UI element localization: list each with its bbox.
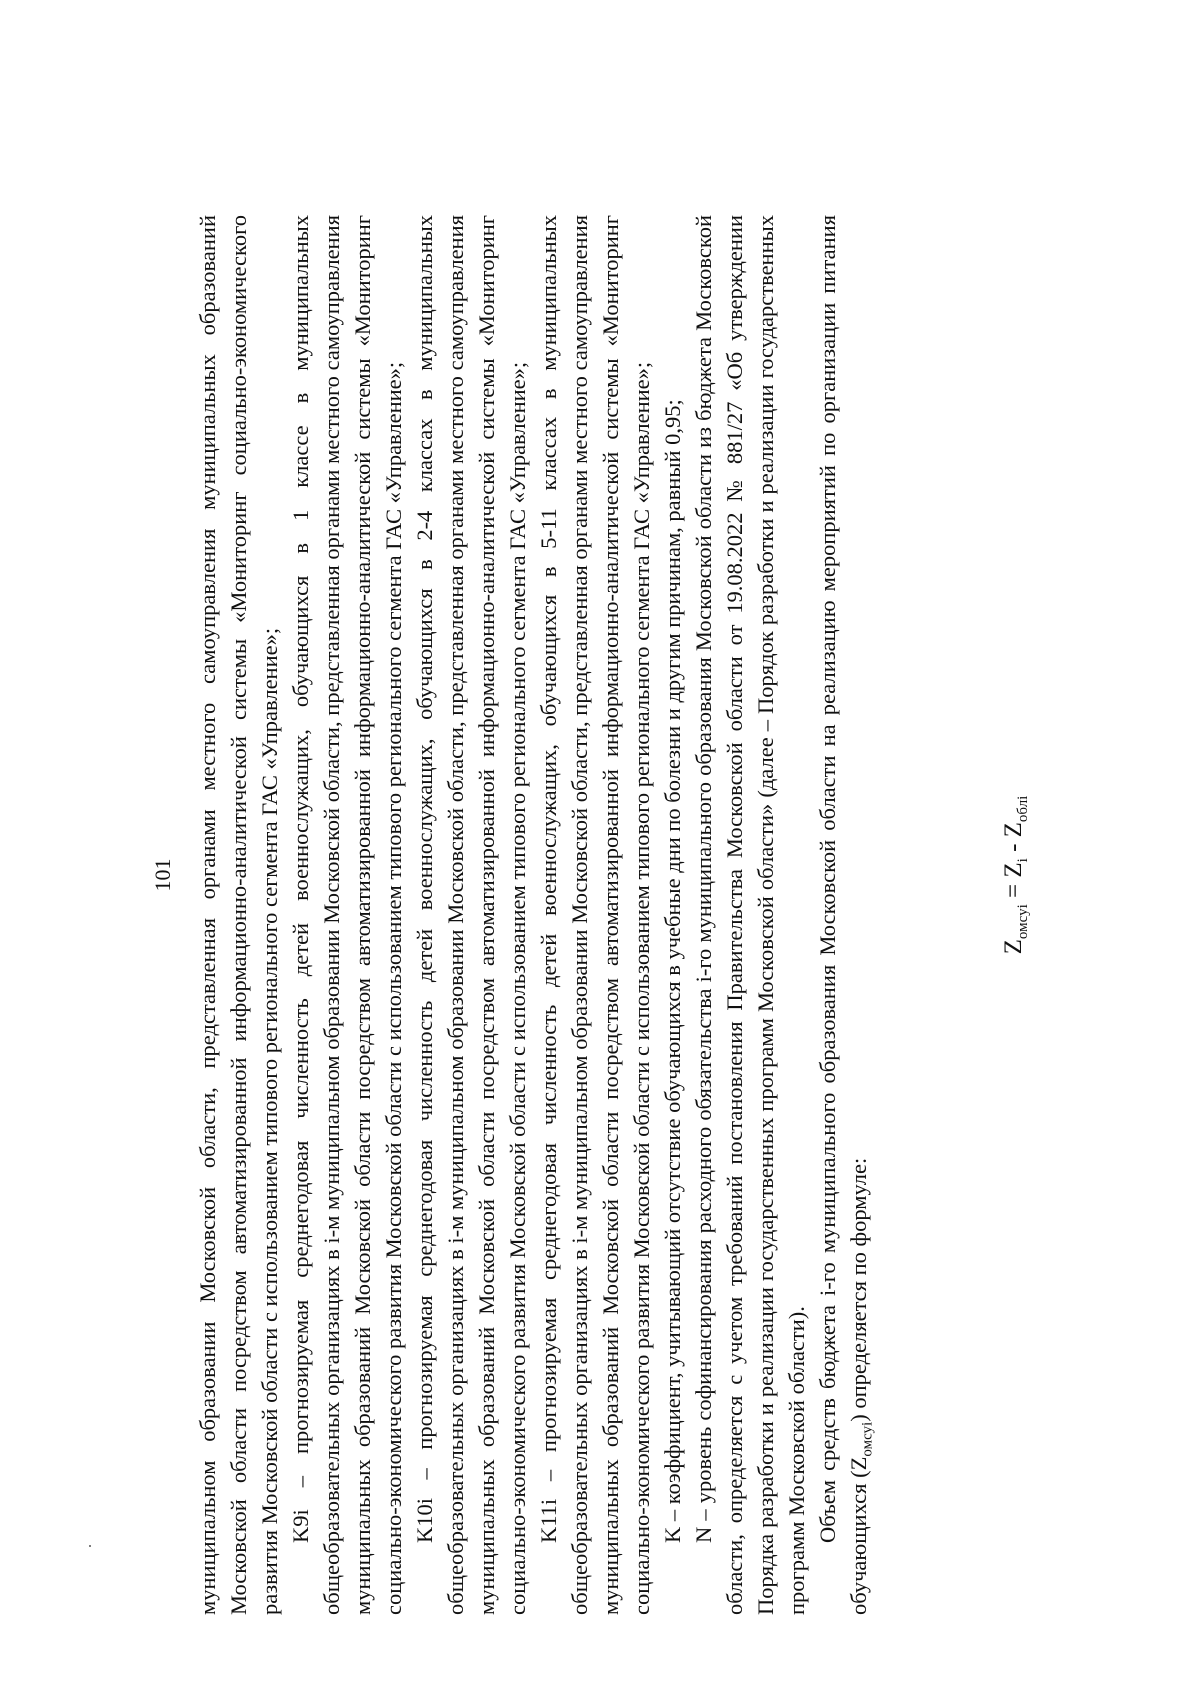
paragraph-k: K – коэффициент, учитывающий отсутствие обучающихся в учебные дни по болезни и другим причинам, равный 0,95; [660,399,685,1543]
page-number: 101 [150,858,175,892]
formula [1000,95,1032,1655]
formula-z2-sub: облi [1015,795,1031,823]
paragraph-n: N – уровень софинансирования расходного обязательства i-го муниципального образования Московской области из бюджета Московской области, определяется с учетом требований постановления Правительства Московской области от 19.08.2022 № 881/27 «Об утверждении Порядка разработки и реализации государственных программ Московской области» (далее – Порядок разработки и реализации государственных программ Московской области). [691,215,809,1615]
formula-z2: Z [1000,822,1027,838]
paragraph-volume-text: Объем средств бюджета i-го муниципального образования Московской области на реализацию мероприятий по организации питания обучающихся (Z [815,215,871,1615]
formula-lhs: Z [1000,939,1027,955]
formula-lhs-sub: омсуi [1015,904,1031,940]
formula-minus: - [1000,837,1027,859]
paragraph: муниципальном образовании Московской области, представленная органами местного самоуправления муниципальных образований Московской области посредством автоматизированной информационно-аналитической системы «Мониторинг социально-экономического развития Московской области с использованием типового регионального сегмента ГАС «Управление»; [195,215,282,1615]
document-body [192,215,884,1615]
paragraph-volume-tail: ) определяется по формуле: [846,1157,871,1422]
formula-z1: Z [1000,862,1027,878]
paragraph-volume [812,215,884,1615]
paragraph-k9i: K9i – прогнозируемая среднегодовая численность детей военнослужащих, обучающихся в 1 классе в муниципальных общеобразовательных организациях в i-м муниципальном образовании Московской области, представленная органами местного самоуправления муниципальных образований Московской области посредством автоматизированной информационно-аналитической системы «Мониторинг социально-экономического развития Московской области с использованием типового регионального сегмента ГАС «Управление»; [288,215,406,1615]
formula-eq: = [1000,877,1027,905]
formula-z1-sub: i [1015,858,1031,863]
rotated-page [150,95,1080,1655]
paragraph-k11i: K11i – прогнозируемая среднегодовая численность детей военнослужащих, обучающихся в 5-11 классах в муниципальных общеобразовательных организациях в i-м муниципальном образовании Московской области, представленная органами местного самоуправления муниципальных образований Московской области посредством автоматизированной информационно-аналитической системы «Мониторинг социально-экономического развития Московской области с использованием типового регионального сегмента ГАС «Управление»; [536,215,654,1615]
paragraph-volume-sub: омсуi [859,1421,876,1457]
scan-speck [89,1545,91,1547]
paragraph-k10i: K10i – прогнозируемая среднегодовая численность детей военнослужащих, обучающихся в 2-4 классах в муниципальных общеобразовательных организациях в i-м муниципальном образовании Московской области, представленная органами местного самоуправления муниципальных образований Московской области посредством автоматизированной информационно-аналитической системы «Мониторинг социально-экономического развития Московской области с использованием типового регионального сегмента ГАС «Управление»; [412,215,530,1615]
